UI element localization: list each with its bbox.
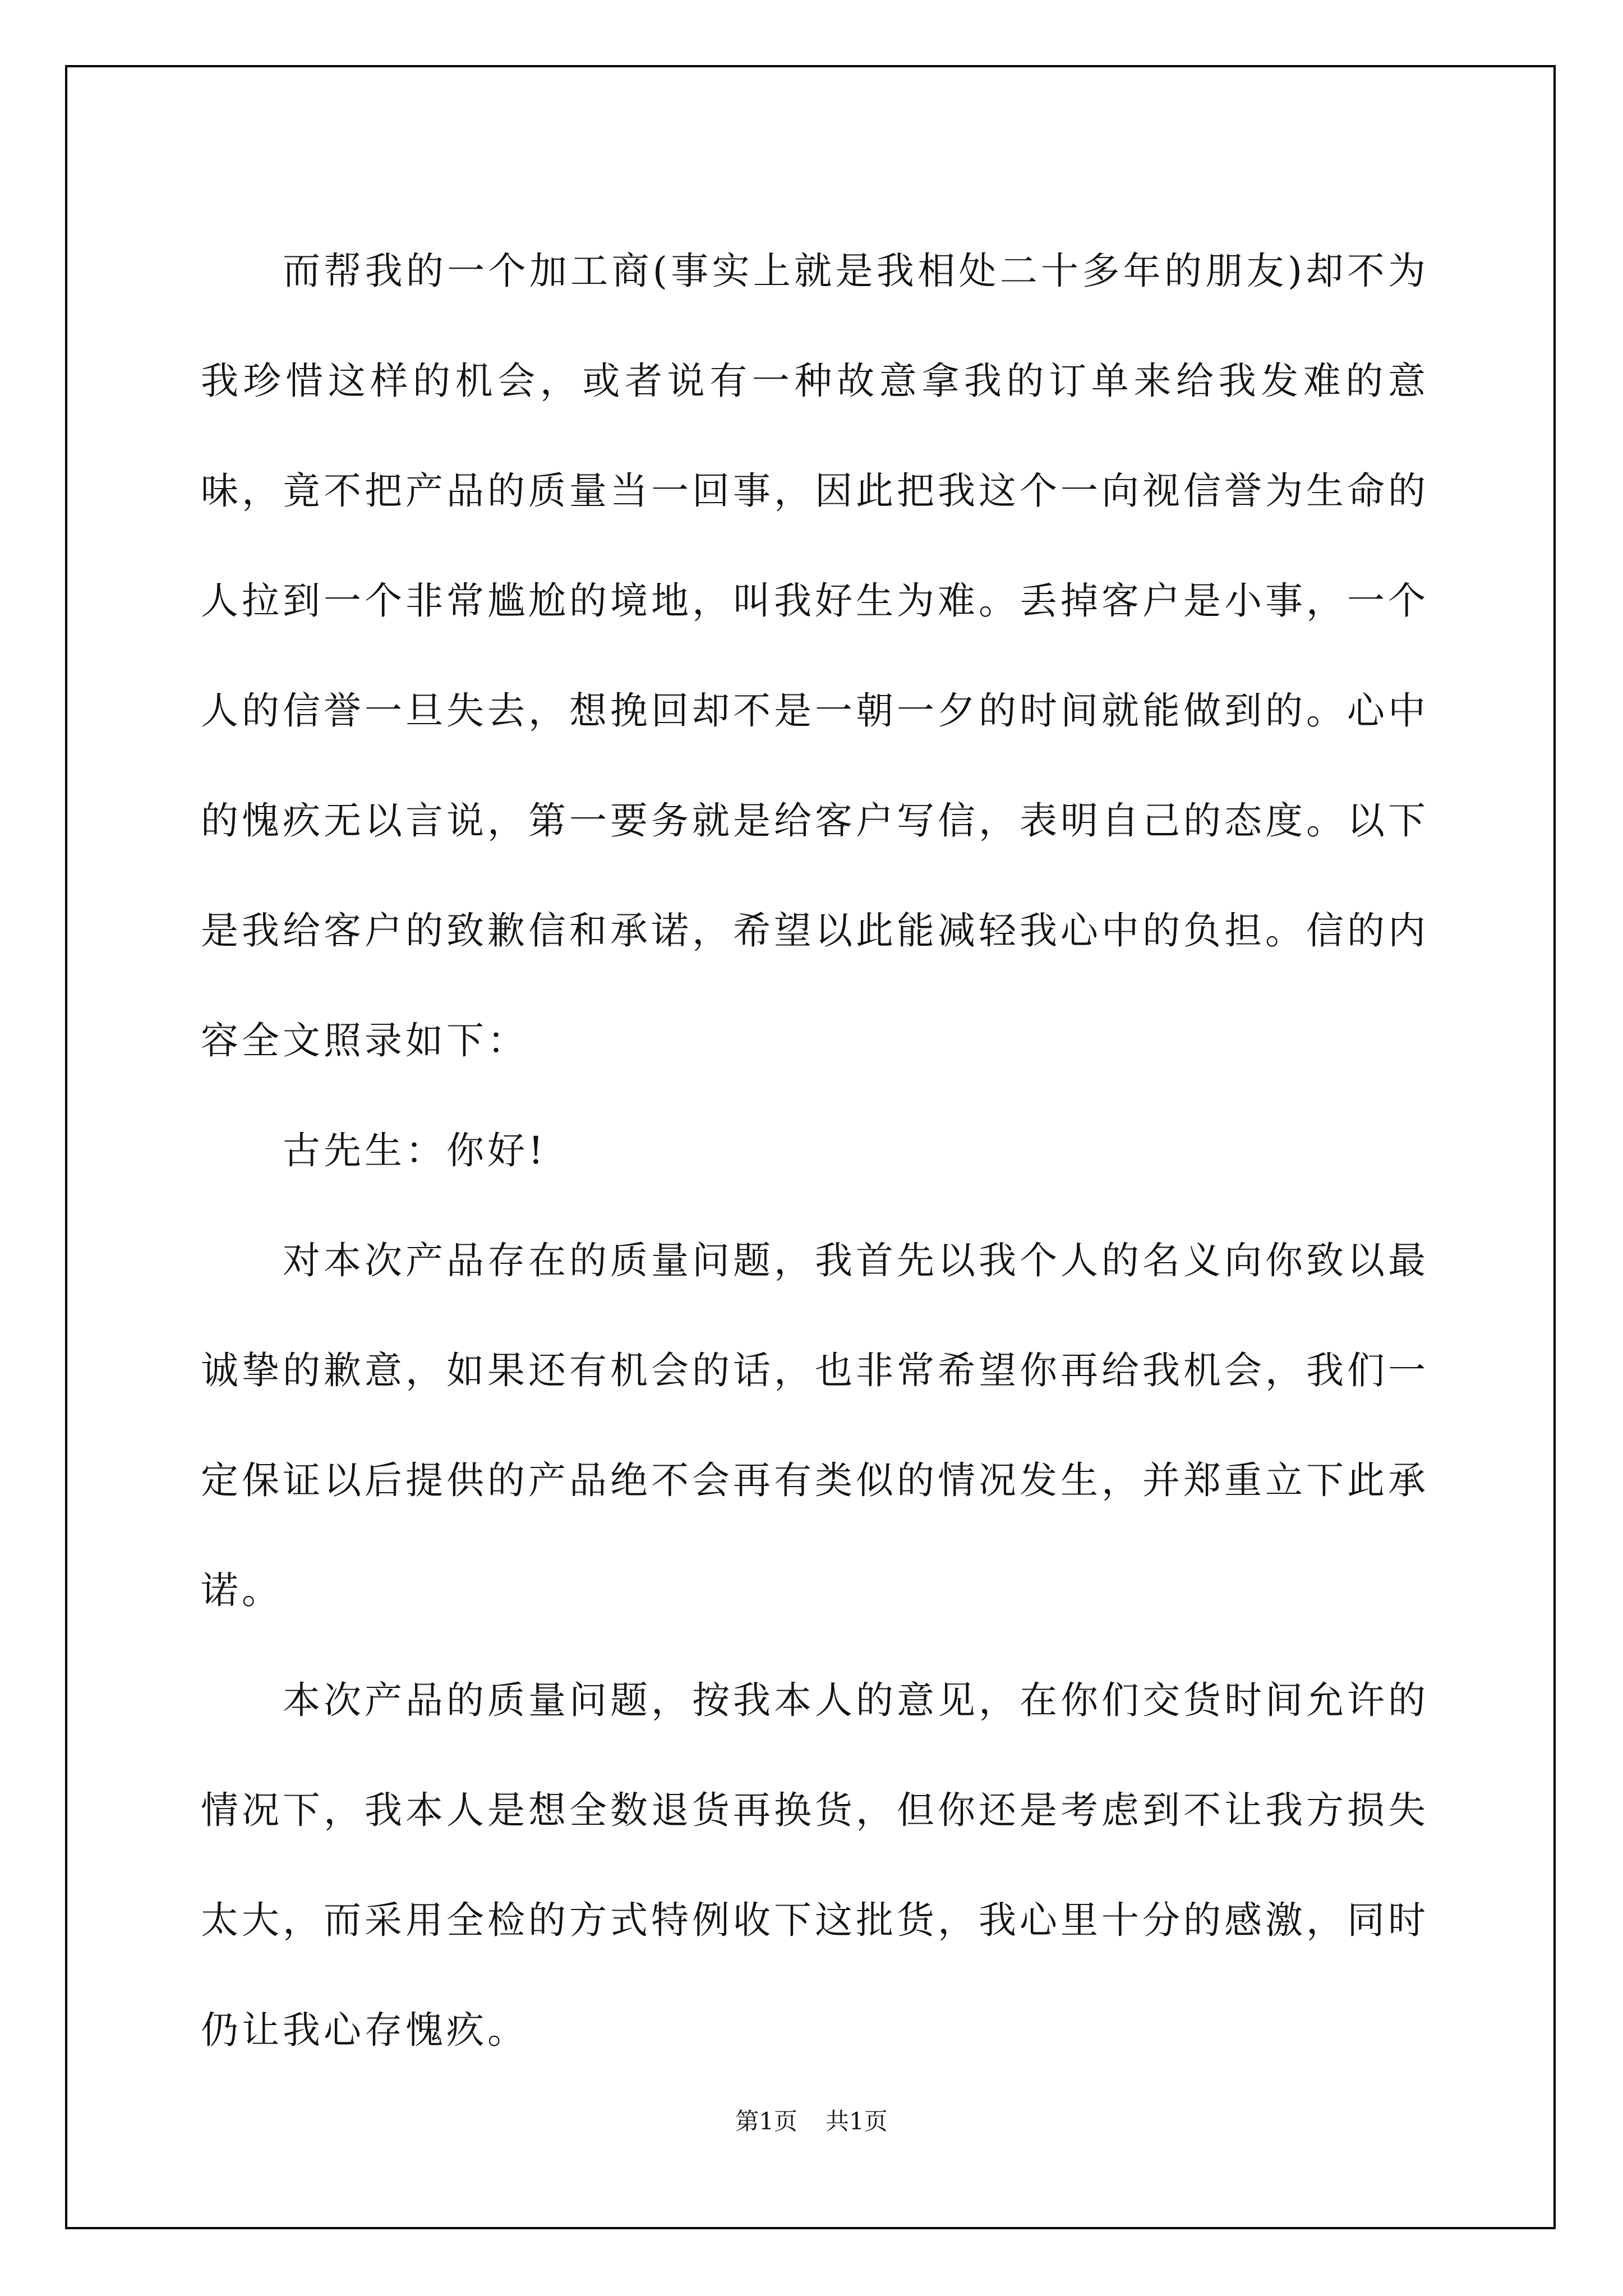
- document-body: [201, 216, 1429, 2085]
- letter-salutation: 古先生：你好!: [283, 1129, 547, 1172]
- paragraph-quality-issue: 本次产品的质量问题，按我本人的意见，在你们交货时间允许的情况下，我本人是想全数退货再换货，但你还是考虑到不让我方损失太大，而采用全检的方式特例收下这批货，我心里十分的感激，同时仍让我心存愧疚。: [201, 1678, 1429, 2052]
- page-total: 共1页: [826, 2108, 888, 2135]
- page-number: 第1页: [735, 2108, 797, 2135]
- paragraph-intro: 而帮我的一个加工商(事实上就是我相处二十多年的朋友)却不为我珍惜这样的机会，或者说有一种故意拿我的订单来给我发难的意味，竟不把产品的质量当一回事，因此把我这个一向视信誉为生命的人拉到一个非常尴尬的境地，叫我好生为难。丢掉客户是小事，一个人的信誉一旦失去，想挽回却不是一朝一夕的时间就能做到的。心中的愧疚无以言说，第一要务就是给客户写信，表明自己的态度。以下是我给客户的致歉信和承诺，希望以此能减轻我心中的负担。信的内容全文照录如下：: [201, 249, 1429, 1062]
- page-footer: [0, 2105, 1623, 2138]
- paragraph-apology: 对本次产品存在的质量问题，我首先以我个人的名义向你致以最诚挚的歉意，如果还有机会的话，也非常希望你再给我机会，我们一定保证以后提供的产品绝不会再有类似的情况发生，并郑重立下此承诺。: [201, 1239, 1429, 1612]
